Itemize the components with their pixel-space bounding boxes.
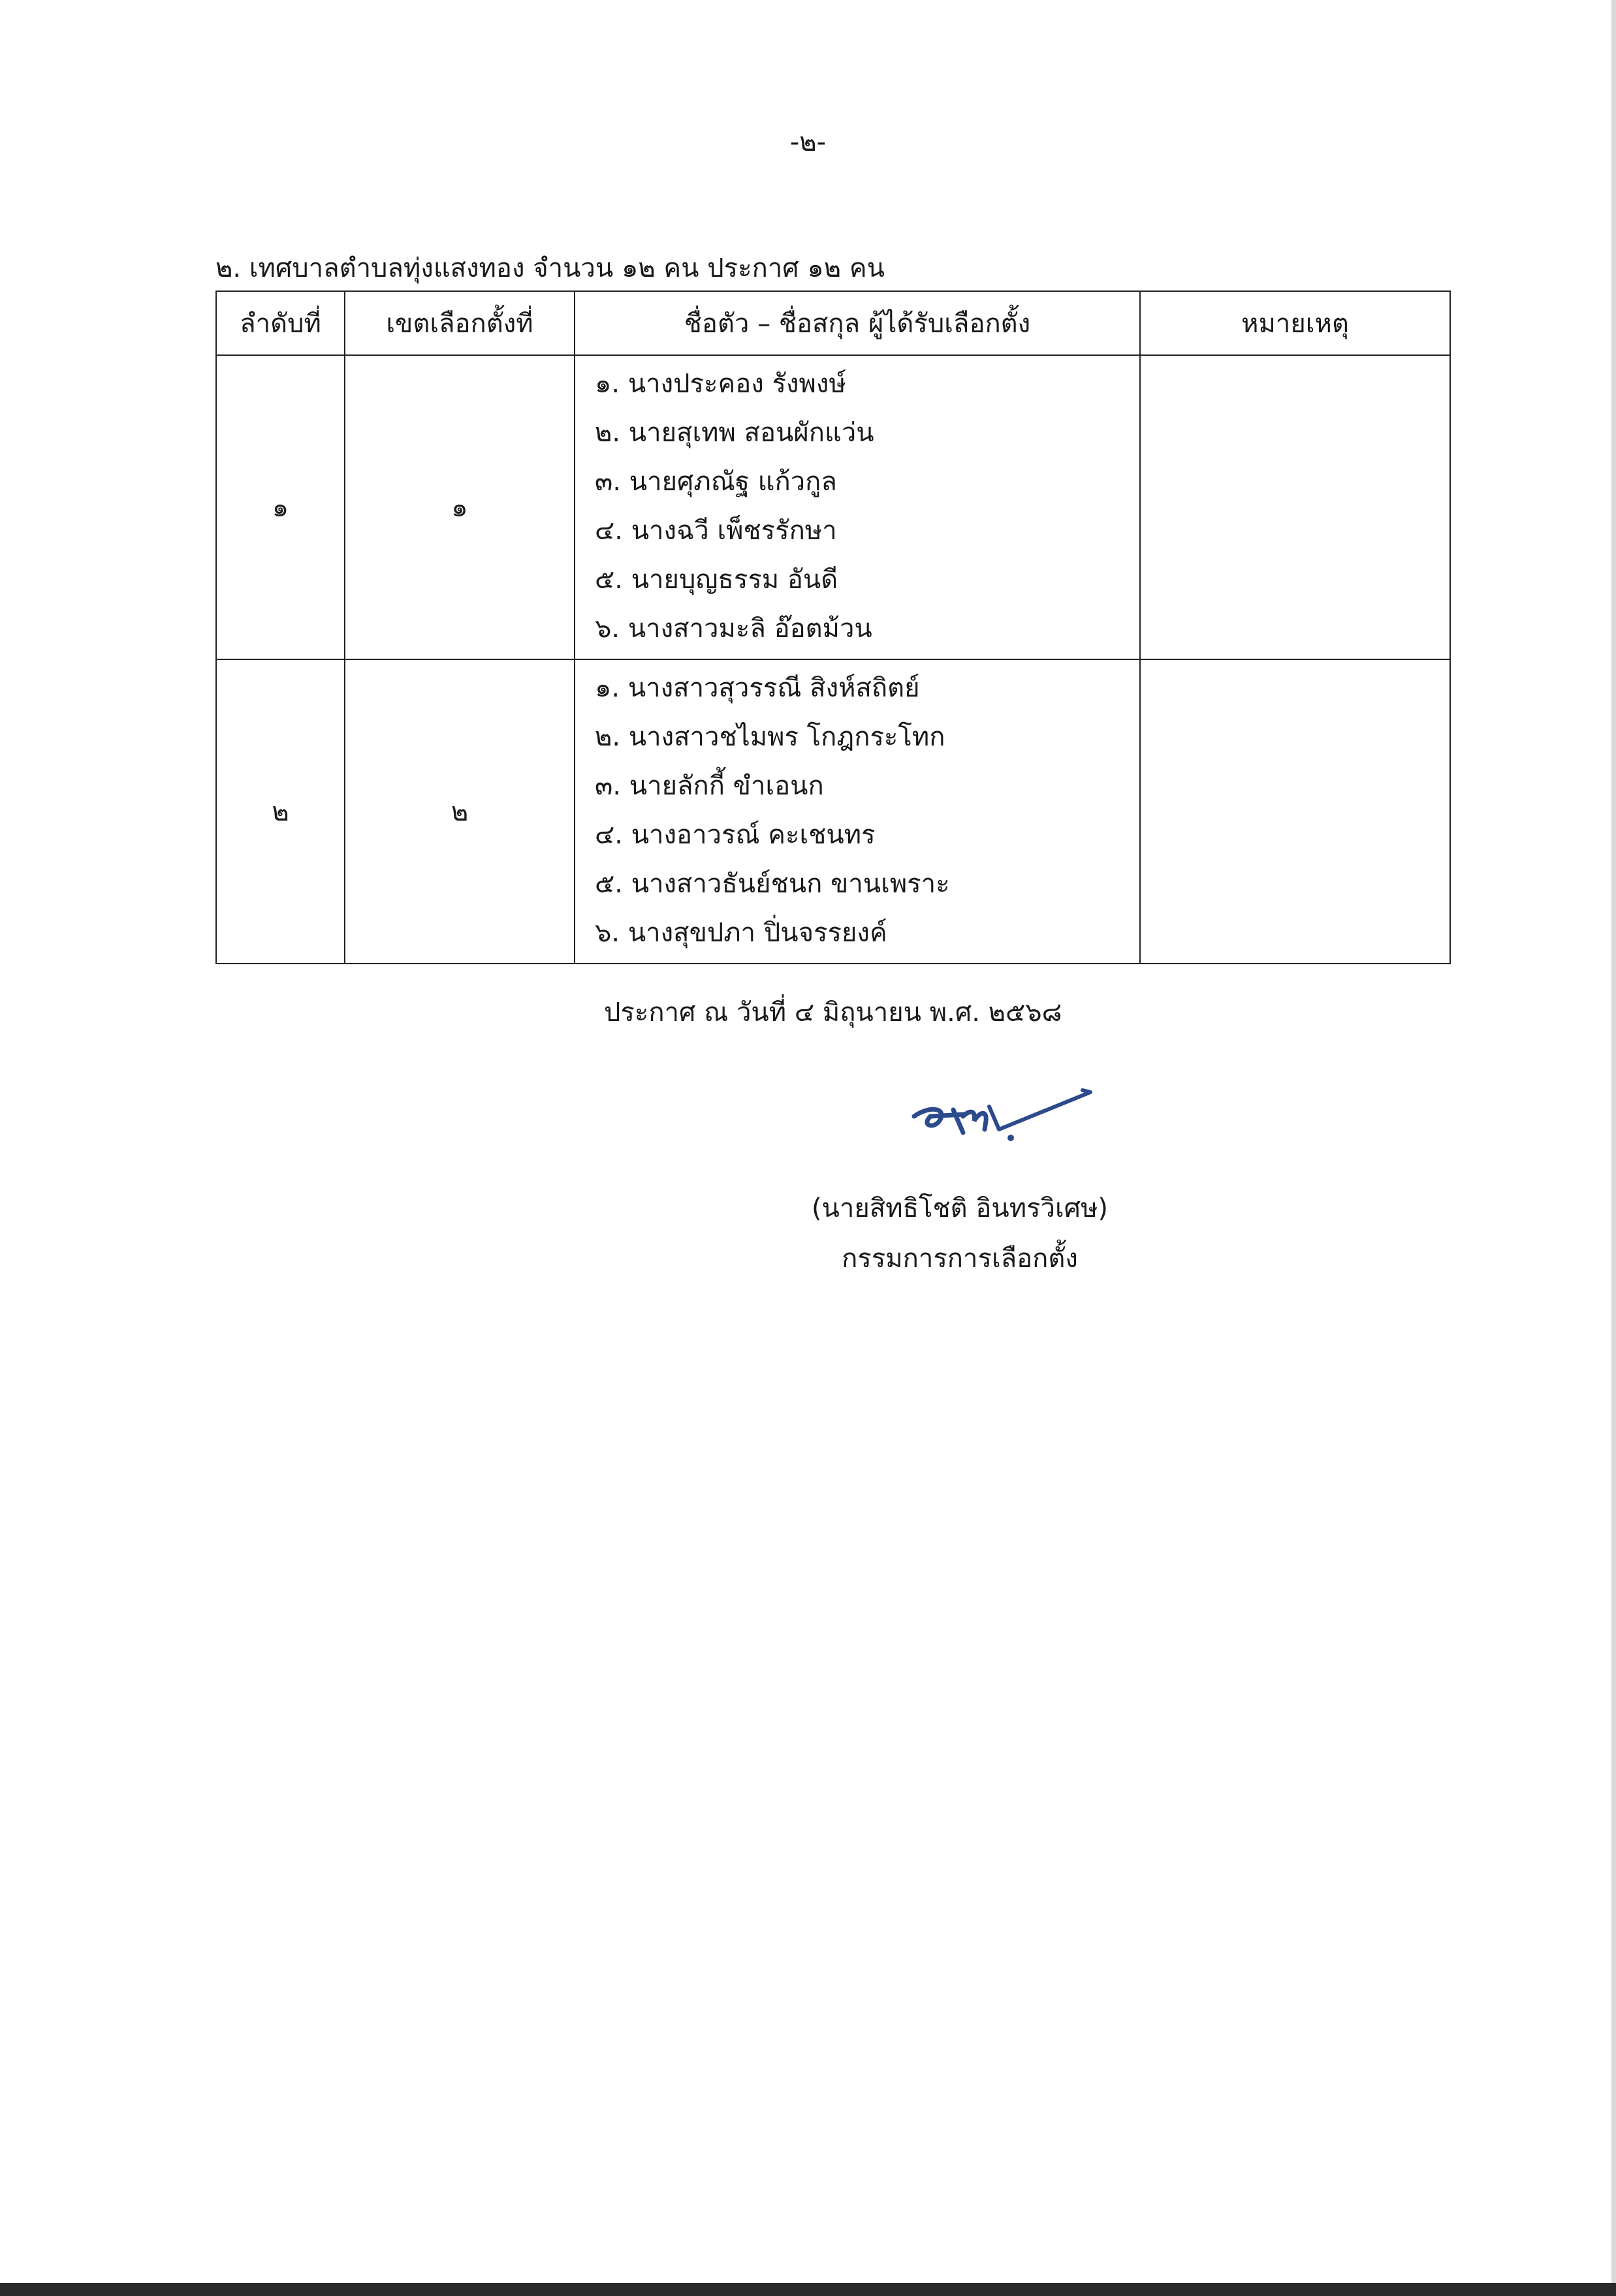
header-remark: หมายเหตุ (1140, 291, 1450, 355)
table-row (216, 659, 1450, 964)
elected-members-table (215, 291, 1451, 964)
member-name: ๖. นางสาวมะลิ อ๊อตม้วน (595, 614, 872, 644)
announcement-date: ประกาศ ณ วันที่ ๔ มิถุนายน พ.ศ. ๒๕๖๘ (604, 998, 1062, 1028)
scan-edge (1611, 0, 1616, 2296)
order-cell: ๒ (216, 659, 345, 964)
names-cell (575, 659, 1140, 964)
member-name: ๒. นายสุเทพ สอนผักแว่น (595, 418, 874, 448)
member-name: ๔. นางอาวรณ์ คะเชนทร (595, 820, 876, 850)
member-name: ๓. นายศุภณัฐ แก้วกูล (595, 467, 837, 497)
table-row (216, 355, 1450, 659)
table-header-row (216, 291, 1450, 355)
scan-bottom-border (0, 2283, 1616, 2296)
district-cell: ๒ (345, 659, 575, 964)
page-number: -๒- (789, 127, 827, 157)
member-name: ๑. นางสาวสุวรรณี สิงห์สถิตย์ (595, 673, 920, 703)
header-order: ลำดับที่ (216, 291, 345, 355)
signer-title: กรรมการการเลือกตั้ง (842, 1244, 1078, 1274)
member-name: ๖. นางสุขปภา ปิ่นจรรยงค์ (595, 918, 887, 948)
remark-cell (1140, 659, 1450, 964)
signer-name: (นายสิทธิโชติ อินทรวิเศษ) (811, 1193, 1109, 1223)
member-name: ๓. นายลักกี้ ขำเอนก (595, 771, 824, 801)
district-cell: ๑ (345, 355, 575, 659)
member-name: ๕. นางสาวธันย์ชนก ขานเพราะ (595, 869, 950, 899)
member-name: ๒. นางสาวชไมพร โกฎกระโทก (595, 722, 945, 752)
signature-image (901, 1080, 1110, 1152)
order-cell: ๑ (216, 355, 345, 659)
member-name: ๕. นายบุญธรรม อันดี (595, 565, 838, 595)
header-district: เขตเลือกตั้งที่ (345, 291, 575, 355)
names-cell (575, 355, 1140, 659)
member-name: ๔. นางฉวี เพ็ชรรักษา (595, 516, 837, 546)
section-heading: ๒. เทศบาลตำบลทุ่งแสงทอง จำนวน ๑๒ คน ประกาศ ๑๒ คน (215, 253, 885, 283)
remark-cell (1140, 355, 1450, 659)
member-name: ๑. นางประคอง รังพงษ์ (595, 369, 846, 399)
header-names: ชื่อตัว – ชื่อสกุล ผู้ได้รับเลือกตั้ง (575, 291, 1140, 355)
